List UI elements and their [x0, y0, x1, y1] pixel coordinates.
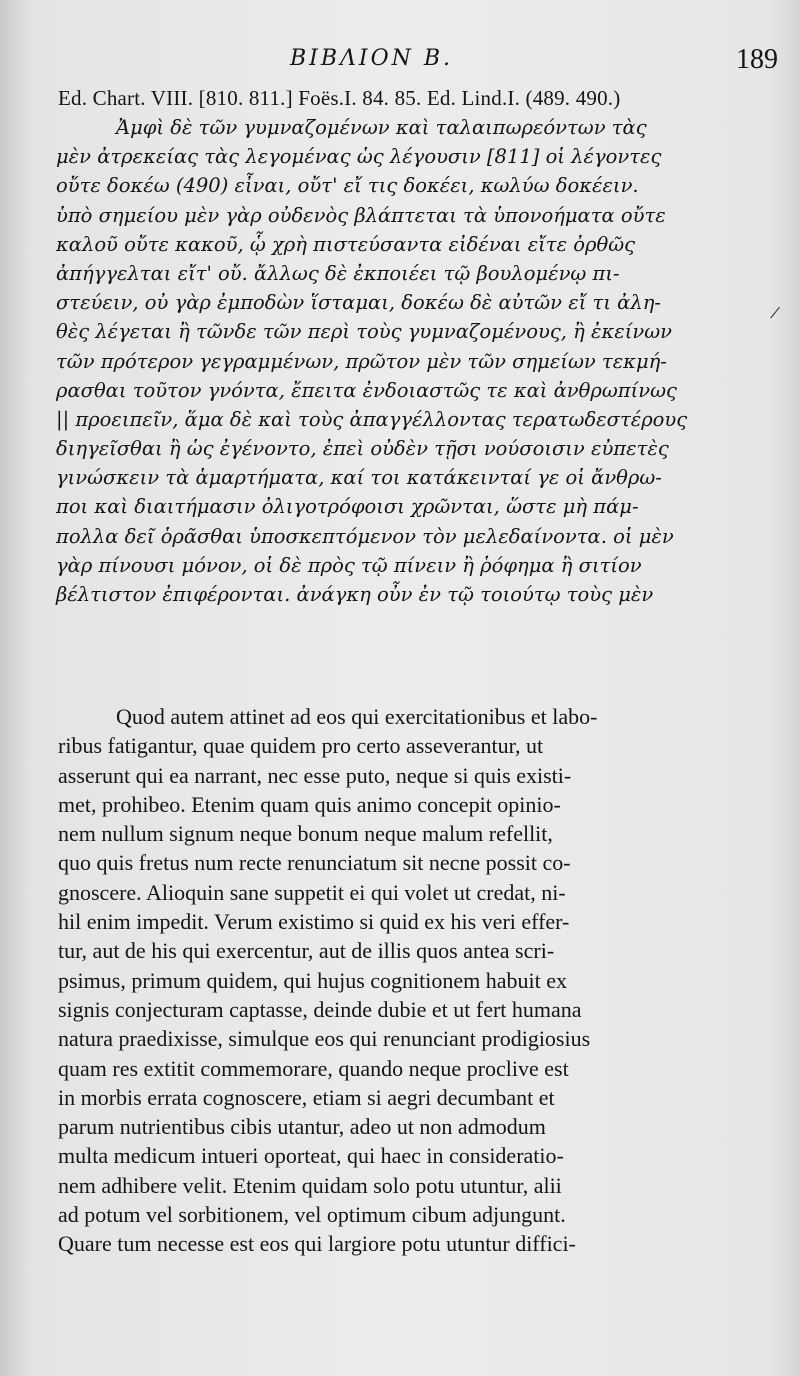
latin-line: quam res extitit commemorare, quando neque proclive est — [58, 1055, 569, 1081]
greek-line: διηγεῖσθαι ἢ ὡς ἐγένοντο, ἐπεὶ οὐδὲν τῇσι νούσοισιν εὐπετὲς — [56, 437, 669, 461]
running-head — [0, 38, 800, 78]
latin-line: asserunt qui ea narrant, nec esse puto, neque si quis existi- — [58, 762, 572, 788]
running-head-title: ΒΙΒΛΙΟΝ Β. — [290, 46, 454, 71]
latin-line: natura praedixisse, simulque eos qui renunciant prodigiosius — [58, 1026, 591, 1052]
greek-line: οὔτε δοκέω (490) εἶναι, οὔτ' εἴ τις δοκέει, κωλύω δοκέειν. — [56, 174, 639, 198]
latin-line: Quare tum necesse est eos qui largiore potu utuntur diffici- — [58, 1231, 576, 1257]
latin-line: Quod autem attinet ad eos qui exercitationibus et labo- — [116, 704, 598, 729]
margin-mark: / — [769, 301, 782, 325]
latin-line: signis conjecturam captasse, deinde dubie et ut fert humana — [58, 996, 582, 1022]
greek-line: μὲν ἀτρεκείας τὰς λεγομένας ὡς λέγουσιν [811] οἱ λέγοντες — [56, 145, 662, 169]
greek-line: τῶν πρότερον γεγραμμένων, πρῶτον μὲν τῶν σημείων τεκμή- — [56, 349, 667, 373]
greek-line: ἀπήγγελται εἴτ' οὔ. ἄλλως δὲ ἐκποιέει τῷ βουλομένῳ πι- — [56, 261, 620, 285]
latin-line: tur, aut de his qui exercentur, aut de illis quos antea scri- — [58, 938, 555, 964]
greek-line: γινώσκειν τὰ ἁμαρτήματα, καί τοι κατάκεινταί γε οἱ ἄνθρω- — [56, 466, 662, 490]
greek-line: γὰρ πίνουσι μόνον, οἱ δὲ πρὸς τῷ πίνειν ἢ ῥόφημα ἢ σιτίον — [56, 553, 642, 577]
latin-line: hil enim impedit. Verum existimo si quid ex his veri effer- — [58, 909, 570, 935]
greek-line: καλοῦ οὔτε κακοῦ, ᾧ χρὴ πιστεύσαντα εἰδέναι εἴτε ὀρθῶς — [56, 232, 636, 256]
latin-line: multa medicum intueri oporteat, qui haec in consideratio- — [58, 1143, 564, 1169]
latin-line: gnoscere. Alioquin sane suppetit ei qui volet ut credat, ni- — [58, 879, 566, 905]
greek-line: ὑπὸ σημείου μὲν γὰρ οὐδενὸς βλάπτεται τὰ ὑπονοήματα οὔτε — [56, 203, 666, 227]
greek-line: πολλα δεῖ ὁρᾶσθαι ὑποσκεπτόμενον τὸν μελεδαίνοντα. οἱ μὲν — [56, 524, 674, 548]
greek-line: ρασθαι τοῦτον γνόντα, ἔπειτα ἐνδοιαστῶς τε καὶ ἀνθρωπίνως — [56, 378, 677, 402]
edition-reference-line: Ed. Chart. VIII. [810. 811.] Foës.I. 84. 85. Ed. Lind.I. (489. 490.) — [58, 86, 621, 110]
latin-line: ribus fatigantur, quae quidem pro certo asseverantur, ut — [58, 733, 544, 759]
latin-line: parum nutrientibus cibis utantur, adeo ut non admodum — [58, 1114, 546, 1140]
latin-translation-block — [58, 702, 758, 1259]
greek-line: θὲς λέγεται ἢ τῶνδε τῶν περὶ τοὺς γυμναζομένους, ἢ ἐκείνων — [56, 320, 672, 344]
page-number: 189 — [736, 44, 778, 75]
latin-line: nem adhibere velit. Etenim quidam solo potu utuntur, alii — [58, 1172, 562, 1198]
latin-line: quo quis fretus num recte renunciatum sit necne possit co- — [58, 850, 571, 876]
greek-text-block — [56, 113, 756, 609]
latin-line: psimus, primum quidem, qui hujus cognitionem habuit ex — [58, 967, 568, 993]
latin-line: in morbis errata cognoscere, etiam si aegri decumbant et — [58, 1084, 555, 1110]
latin-line: met, prohibeo. Etenim quam quis animo concepit opinio- — [58, 791, 561, 817]
latin-line: nem nullum signum neque bonum neque malum refellit, — [58, 821, 553, 847]
greek-line: || προειπεῖν, ἅμα δὲ καὶ τοὺς ἀπαγγέλλοντας τερατωδεστέρους — [56, 407, 688, 431]
greek-line: ποι καὶ διαιτήμασιν ὀλιγοτρόφοισι χρῶνται, ὥστε μὴ πάμ- — [56, 495, 639, 519]
greek-line: Ἀμφὶ δὲ τῶν γυμναζομένων καὶ ταλαιπωρεόντων τὰς — [116, 116, 647, 139]
greek-line: στεύειν, οὐ γὰρ ἐμποδὼν ἵσταμαι, δοκέω δὲ αὐτῶν εἴ τι ἀλη- — [56, 291, 661, 315]
latin-line: ad potum vel sorbitionem, vel optimum cibum adjungunt. — [58, 1202, 566, 1228]
greek-line: βέλτιστον ἐπιφέρονται. ἀνάγκη οὖν ἐν τῷ τοιούτῳ τοὺς μὲν — [56, 583, 654, 606]
